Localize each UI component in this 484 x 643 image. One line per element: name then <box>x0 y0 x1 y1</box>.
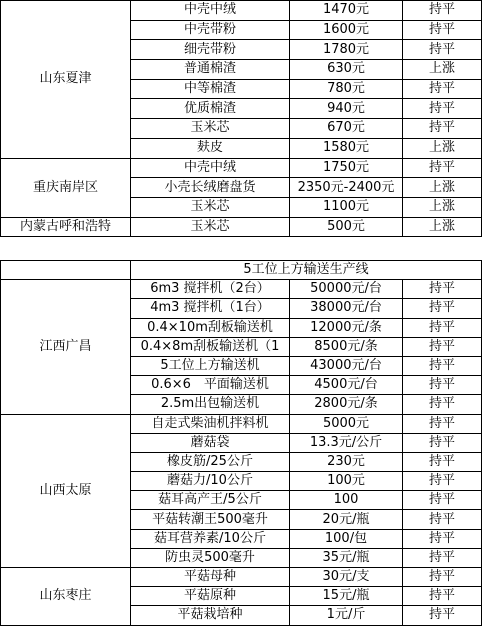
product-cell: 小壳长绒磨盘货 <box>131 178 290 198</box>
table-title-row <box>1 261 482 280</box>
price-cell: 500元 <box>290 217 403 237</box>
region-cell: 山西太原 <box>1 414 131 568</box>
trend-cell: 持平 <box>403 414 482 433</box>
product-cell: 蘑菇力/10公斤 <box>131 472 290 491</box>
trend-cell: 持平 <box>403 376 482 395</box>
trend-cell: 持平 <box>403 510 482 529</box>
product-cell: 平菇栽培种 <box>131 606 290 625</box>
price-cell: 100元 <box>290 472 403 491</box>
price-cell: 30元/支 <box>290 568 403 587</box>
trend-cell: 持平 <box>403 433 482 452</box>
trend-cell: 持平 <box>403 337 482 356</box>
product-cell: 普通棉渣 <box>131 60 290 80</box>
product-cell: 菇耳营养素/10公斤 <box>131 529 290 548</box>
trend-cell: 持平 <box>403 568 482 587</box>
product-cell: 麸皮 <box>131 138 290 158</box>
trend-cell: 持平 <box>403 318 482 337</box>
table-row <box>1 568 482 587</box>
trend-cell: 持平 <box>403 20 482 40</box>
price-cell: 1780元 <box>290 40 403 60</box>
table-row <box>1 414 482 433</box>
product-cell: 平菇母种 <box>131 568 290 587</box>
trend-cell: 持平 <box>403 472 482 491</box>
region-cell: 内蒙古呼和浩特 <box>1 217 131 237</box>
price-cell: 230元 <box>290 452 403 471</box>
region-cell: 山东枣庄 <box>1 568 131 626</box>
price-cell: 1元/斤 <box>290 606 403 625</box>
price-cell: 4500元/台 <box>290 376 403 395</box>
trend-cell: 持平 <box>403 40 482 60</box>
table-row <box>1 158 482 178</box>
trend-cell: 上涨 <box>403 217 482 237</box>
price-cell: 940元 <box>290 99 403 119</box>
price-cell: 2350元-2400元 <box>290 178 403 198</box>
trend-cell: 持平 <box>403 280 482 299</box>
price-cell: 1600元 <box>290 20 403 40</box>
trend-cell: 持平 <box>403 99 482 119</box>
table-row <box>1 217 482 237</box>
price-cell: 13.3元/公斤 <box>290 433 403 452</box>
price-table-equipment <box>0 260 482 626</box>
region-cell: 山东夏津 <box>1 1 131 159</box>
price-cell: 1580元 <box>290 138 403 158</box>
price-cell: 20元/瓶 <box>290 510 403 529</box>
price-cell: 100 <box>290 491 403 510</box>
trend-cell: 持平 <box>403 158 482 178</box>
trend-cell: 上涨 <box>403 60 482 80</box>
price-cell: 8500元/条 <box>290 337 403 356</box>
product-cell: 中壳中绒 <box>131 1 290 21</box>
product-cell: 玉米芯 <box>131 119 290 139</box>
product-cell: 0.4×10m刮板输送机 <box>131 318 290 337</box>
price-cell: 670元 <box>290 119 403 139</box>
price-table-equipment-body <box>1 261 482 626</box>
price-cell: 43000元/台 <box>290 356 403 375</box>
trend-cell: 上涨 <box>403 138 482 158</box>
product-cell: 5工位上方输送机 <box>131 356 290 375</box>
product-cell: 自走式柴油机拌料机 <box>131 414 290 433</box>
product-cell: 玉米芯 <box>131 197 290 217</box>
product-cell: 4m3 搅拌机（1台） <box>131 299 290 318</box>
price-cell: 2800元/条 <box>290 395 403 414</box>
price-cell: 35元/瓶 <box>290 548 403 567</box>
product-cell: 玉米芯 <box>131 217 290 237</box>
product-cell: 橡皮筋/25公斤 <box>131 452 290 471</box>
table-row <box>1 280 482 299</box>
price-cell: 780元 <box>290 79 403 99</box>
product-cell: 优质棉渣 <box>131 99 290 119</box>
table-row <box>1 1 482 21</box>
trend-cell: 持平 <box>403 299 482 318</box>
price-cell: 630元 <box>290 60 403 80</box>
region-cell: 重庆南岸区 <box>1 158 131 217</box>
product-cell: 中等棉渣 <box>131 79 290 99</box>
table-title-spacer <box>1 261 131 280</box>
product-cell: 6m3 搅拌机（2台） <box>131 280 290 299</box>
trend-cell: 持平 <box>403 548 482 567</box>
product-cell: 中壳中绒 <box>131 158 290 178</box>
price-cell: 5000元 <box>290 414 403 433</box>
product-cell: 细壳带粉 <box>131 40 290 60</box>
product-cell: 菇耳高产王/5公斤 <box>131 491 290 510</box>
trend-cell: 持平 <box>403 119 482 139</box>
price-cell: 1470元 <box>290 1 403 21</box>
trend-cell: 持平 <box>403 1 482 21</box>
price-cell: 1750元 <box>290 158 403 178</box>
trend-cell: 持平 <box>403 491 482 510</box>
product-cell: 2.5m出包输送机 <box>131 395 290 414</box>
trend-cell: 持平 <box>403 356 482 375</box>
trend-cell: 持平 <box>403 452 482 471</box>
product-cell: 0.6×6 平面输送机 <box>131 376 290 395</box>
trend-cell: 持平 <box>403 529 482 548</box>
product-cell: 蘑菇袋 <box>131 433 290 452</box>
trend-cell: 持平 <box>403 79 482 99</box>
table-title: 5工位上方输送生产线 <box>131 261 482 280</box>
trend-cell: 持平 <box>403 587 482 606</box>
trend-cell: 上涨 <box>403 197 482 217</box>
product-cell: 中壳带粉 <box>131 20 290 40</box>
price-table-materials <box>0 0 482 237</box>
region-cell: 江西广昌 <box>1 280 131 414</box>
product-cell: 防虫灵500毫升 <box>131 548 290 567</box>
price-cell: 1100元 <box>290 197 403 217</box>
trend-cell: 上涨 <box>403 178 482 198</box>
price-cell: 100/包 <box>290 529 403 548</box>
product-cell: 0.4×8m刮板输送机（1 <box>131 337 290 356</box>
trend-cell: 持平 <box>403 395 482 414</box>
product-cell: 平菇原种 <box>131 587 290 606</box>
price-cell: 50000元/台 <box>290 280 403 299</box>
product-cell: 平菇转潮王500毫升 <box>131 510 290 529</box>
price-cell: 15元/瓶 <box>290 587 403 606</box>
trend-cell: 持平 <box>403 606 482 625</box>
price-cell: 12000元/条 <box>290 318 403 337</box>
price-cell: 38000元/台 <box>290 299 403 318</box>
price-table-materials-body <box>1 1 482 237</box>
